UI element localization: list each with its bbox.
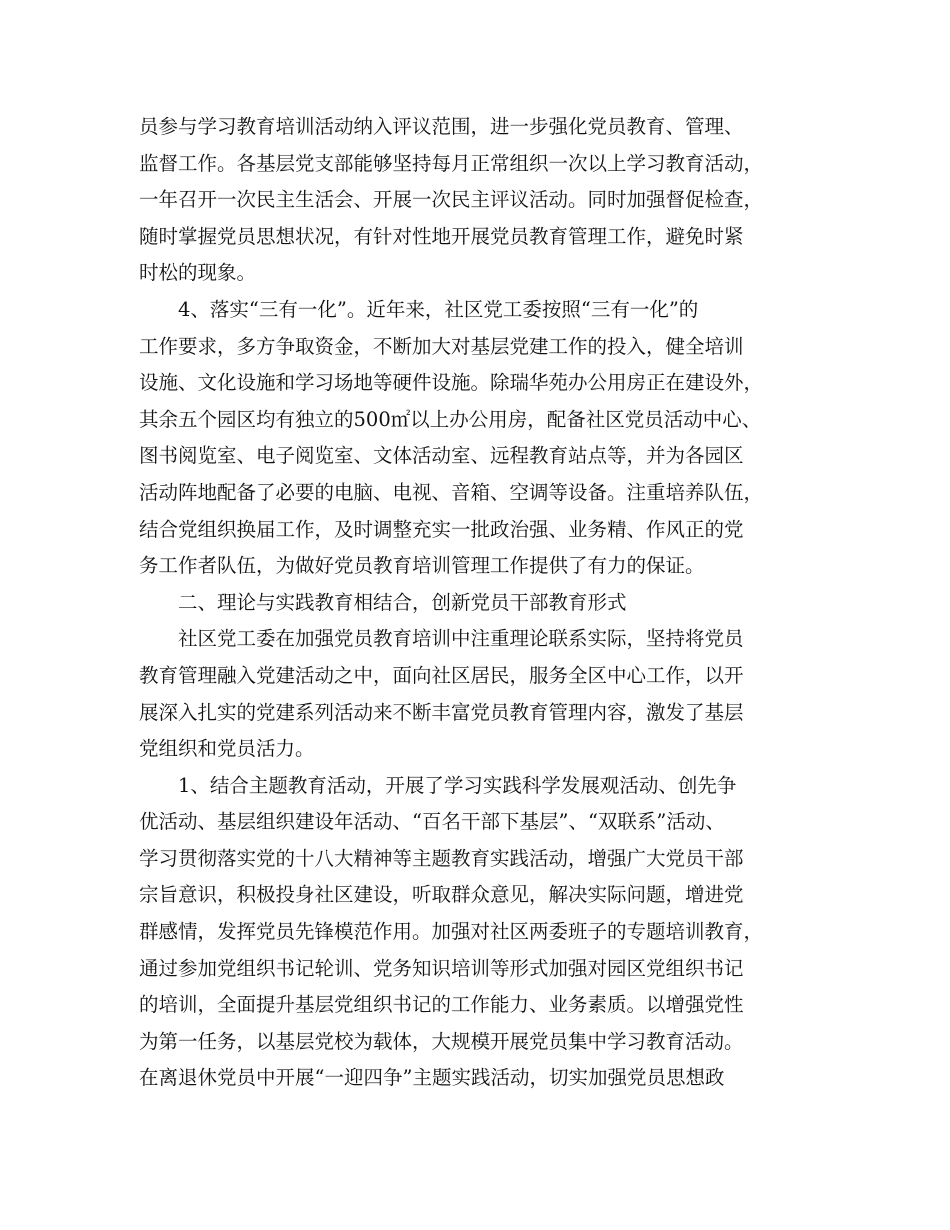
text-line: 时松的现象。: [139, 261, 257, 285]
text-line: 结合党组织换届工作，及时调整充实一批政治强、业务精、作风正的党: [139, 517, 744, 541]
text-line: 活动阵地配备了必要的电脑、电视、音箱、空调等设备。注重培养队伍，: [139, 480, 764, 504]
document-body: [139, 109, 824, 1097]
text-line: 一年召开一次民主生活会、开展一次民主评议活动。同时加强督促检查，: [139, 188, 764, 212]
text-line: 1、结合主题教育活动，开展了学习实践科学发展观活动、创先争: [178, 773, 737, 797]
text-line: 社区党工委在加强党员教育培训中注重理论联系实际，坚持将党员: [178, 627, 744, 651]
text-line: 为第一任务，以基层党校为载体，大规模开展党员集中学习教育活动。: [139, 1029, 744, 1053]
text-line: 教育管理融入党建活动之中，面向社区居民，服务全区中心工作，以开: [139, 663, 744, 687]
text-line: 务工作者队伍，为做好党员教育培训管理工作提供了有力的保证。: [139, 554, 705, 578]
text-line: 图书阅览室、电子阅览室、文体活动室、远程教育站点等，并为各园区: [139, 444, 744, 468]
text-line: 其余五个园区均有独立的500㎡以上办公用房，配备社区党员活动中心、: [139, 407, 762, 431]
text-line: 二、理论与实践教育相结合，创新党员干部教育形式: [178, 590, 627, 614]
text-line: 学习贯彻落实党的十八大精神等主题教育实践活动，增强广大党员干部: [139, 846, 744, 870]
text-line: 优活动、基层组织建设年活动、“百名干部下基层”、“双联系”活动、: [139, 810, 725, 834]
text-line: 4、落实“三有一化”。近年来，社区党工委按照“三有一化”的: [178, 297, 699, 321]
text-line: 监督工作。各基层党支部能够坚持每月正常组织一次以上学习教育活动，: [139, 151, 764, 175]
text-line: 宗旨意识，积极投身社区建设，听取群众意见，解决实际问题，增进党: [139, 883, 744, 907]
text-line: 在离退休党员中开展“一迎四争”主题实践活动，切实加强党员思想政: [139, 1066, 725, 1090]
text-line: 员参与学习教育培训活动纳入评议范围，进一步强化党员教育、管理、: [139, 115, 744, 138]
text-line: 随时掌握党员思想状况，有针对性地开展党员教育管理工作，避免时紧: [139, 224, 744, 248]
text-line: 展深入扎实的党建系列活动来不断丰富党员教育管理内容，激发了基层: [139, 700, 744, 724]
text-line: 的培训，全面提升基层党组织书记的工作能力、业务素质。以增强党性: [139, 993, 744, 1017]
text-line: 通过参加党组织书记轮训、党务知识培训等形式加强对园区党组织书记: [139, 956, 744, 980]
text-line: 群感情，发挥党员先锋模范作用。加强对社区两委班子的专题培训教育，: [139, 920, 764, 944]
text-line: 设施、文化设施和学习场地等硬件设施。除瑞华苑办公用房正在建设外，: [139, 371, 764, 395]
text-line: 工作要求，多方争取资金，不断加大对基层党建工作的投入，健全培训: [139, 334, 744, 358]
text-line: 党组织和党员活力。: [139, 737, 315, 761]
